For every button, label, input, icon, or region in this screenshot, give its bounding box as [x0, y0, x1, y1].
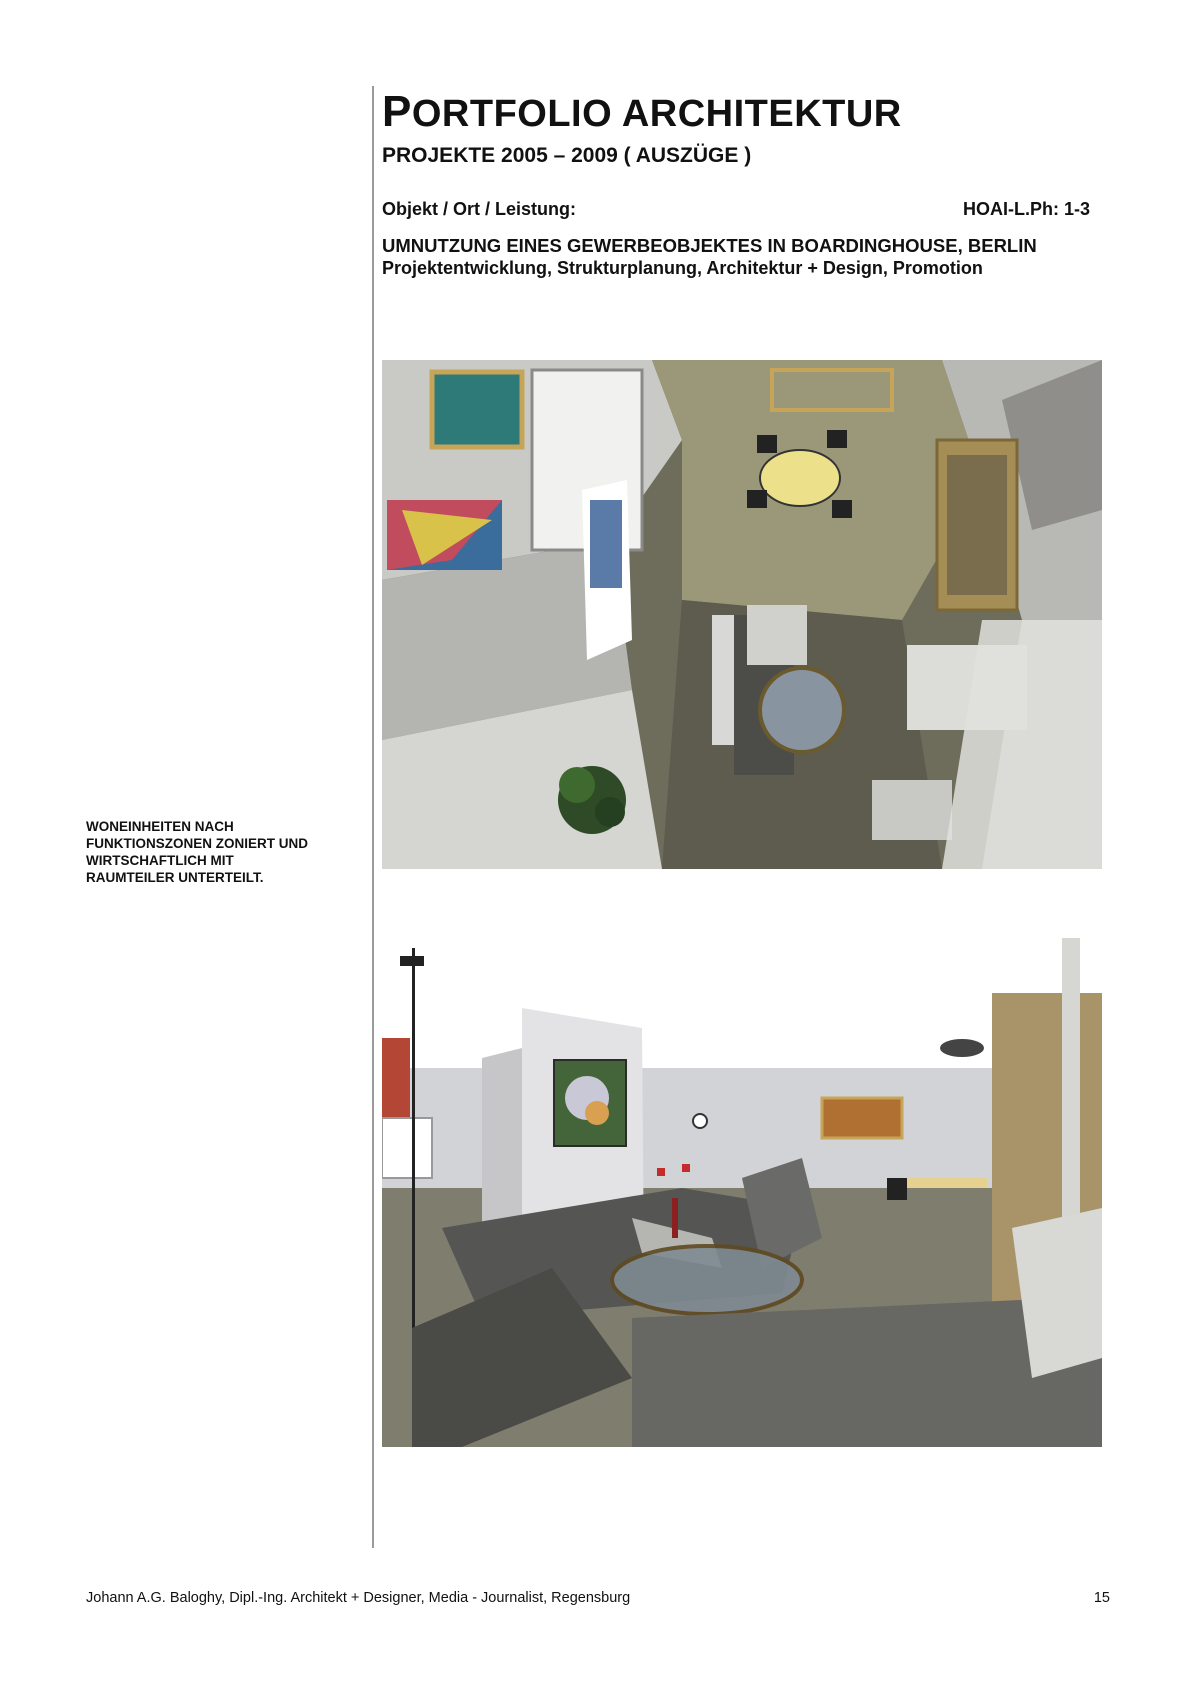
- side-note-line: WONEINHEITEN NACH: [86, 819, 234, 834]
- page-number: 15: [1093, 1590, 1110, 1606]
- side-note-line: RAUMTEILER UNTERTEILT.: [86, 870, 264, 885]
- page-title-rest: ORTFOLIO ARCHITEKTUR: [411, 93, 902, 135]
- hoai-phases: HOAI-L.Ph: 1-3: [962, 199, 1090, 219]
- render-perspective-view: [382, 938, 1102, 1447]
- vertical-divider: [372, 86, 374, 1548]
- side-note: [86, 818, 366, 886]
- page-title-initial: P: [382, 87, 412, 136]
- side-note-line: FUNKTIONSZONEN ZONIERT UND: [86, 836, 308, 851]
- project-title: UMNUTZUNG EINES GEWERBEOBJEKTES IN BOARDINGHOUSE, BERLIN: [382, 235, 1037, 256]
- project-services: Projektentwicklung, Strukturplanung, Architektur + Design, Promotion: [382, 258, 983, 278]
- footer-credit: Johann A.G. Baloghy, Dipl.-Ing. Architekt + Designer, Media - Journalist, Regensburg: [86, 1590, 631, 1606]
- top-view-illustration: [382, 360, 1102, 869]
- perspective-illustration: [382, 938, 1102, 1447]
- page-subtitle: PROJEKTE 2005 – 2009 ( AUSZÜGE ): [382, 144, 752, 167]
- page-title: [382, 88, 902, 138]
- render-top-view: [382, 360, 1102, 869]
- side-note-line: WIRTSCHAFTLICH MIT: [86, 853, 234, 868]
- object-location-service-label: Objekt / Ort / Leistung:: [382, 199, 577, 219]
